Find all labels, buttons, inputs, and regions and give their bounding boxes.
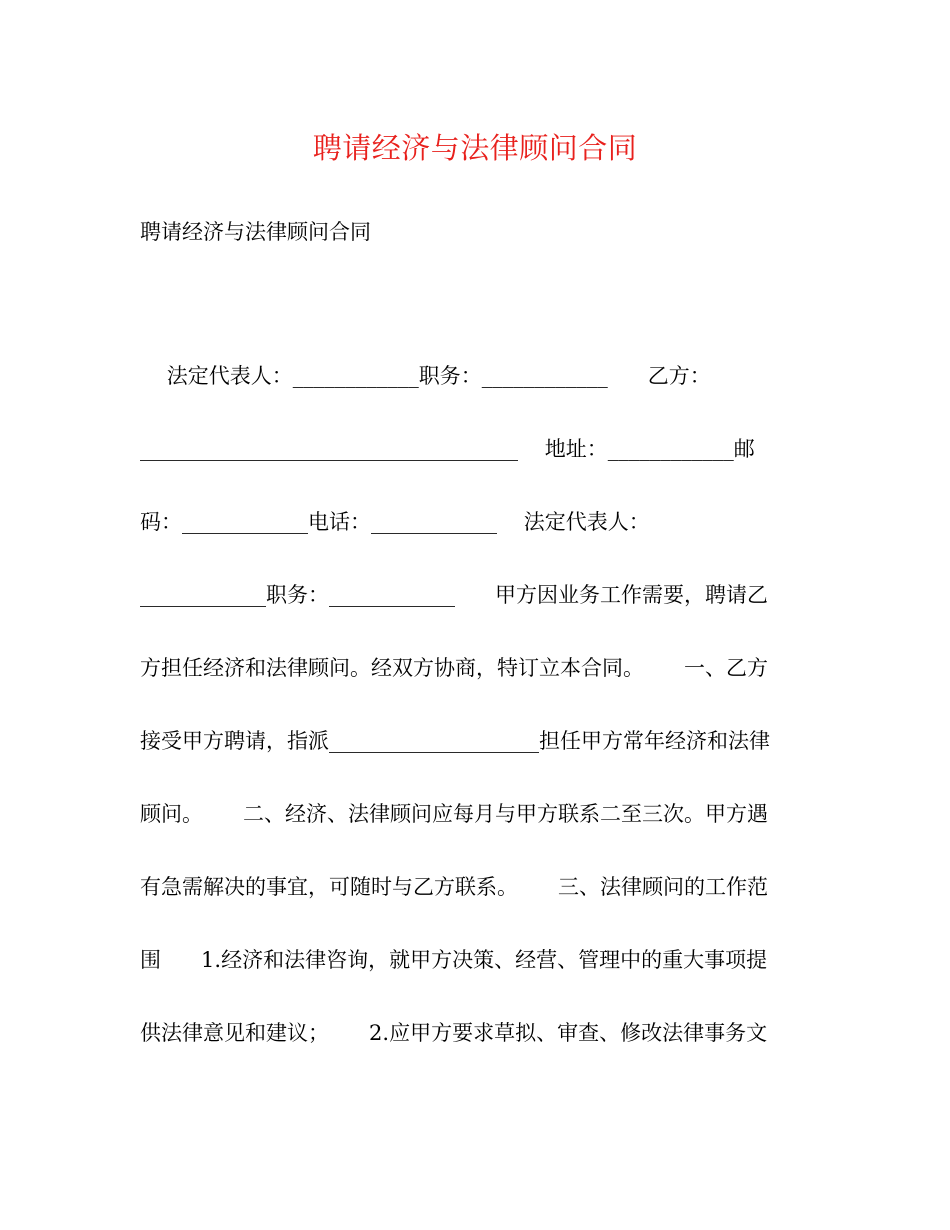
- body-line-text: 法定代表人：____________职务：____________ 乙方：: [140, 364, 711, 388]
- body-line: [140, 705, 792, 778]
- body-line: [140, 778, 792, 851]
- body-line: [140, 997, 792, 1070]
- document-body: [140, 340, 792, 1070]
- body-line-text: 供法律意见和建议； 2.应甲方要求草拟、审查、修改法律事务文: [140, 1021, 768, 1045]
- body-line-text: ____________职务：____________ 甲方因业务工作需要，聘请乙: [140, 583, 769, 607]
- document-subtitle: 聘请经济与法律顾问合同: [140, 220, 371, 244]
- body-line-text: ____________________________________ 地址：____________邮: [140, 437, 755, 461]
- document-title: 聘请经济与法律顾问合同: [312, 131, 638, 165]
- body-line-text: 围 1.经济和法律咨询，就甲方决策、经营、管理中的重大事项提: [140, 948, 768, 972]
- body-line: [140, 340, 792, 413]
- body-line-text: 码：____________电话：____________ 法定代表人：: [140, 510, 650, 534]
- body-line: [140, 924, 792, 997]
- body-line-text: 有急需解决的事宜，可随时与乙方联系。 三、法律顾问的工作范: [140, 875, 769, 899]
- body-line: [140, 559, 792, 632]
- body-line: [140, 486, 792, 559]
- body-line-text: 接受甲方聘请，指派____________________担任甲方常年经济和法律: [140, 729, 770, 753]
- body-line: [140, 851, 792, 924]
- body-line: [140, 632, 792, 705]
- body-line-text: 方担任经济和法律顾问。经双方协商，特订立本合同。 一、乙方: [140, 656, 769, 680]
- body-line-text: 顾问。 二、经济、法律顾问应每月与甲方联系二至三次。甲方遇: [140, 802, 769, 826]
- body-line: [140, 413, 792, 486]
